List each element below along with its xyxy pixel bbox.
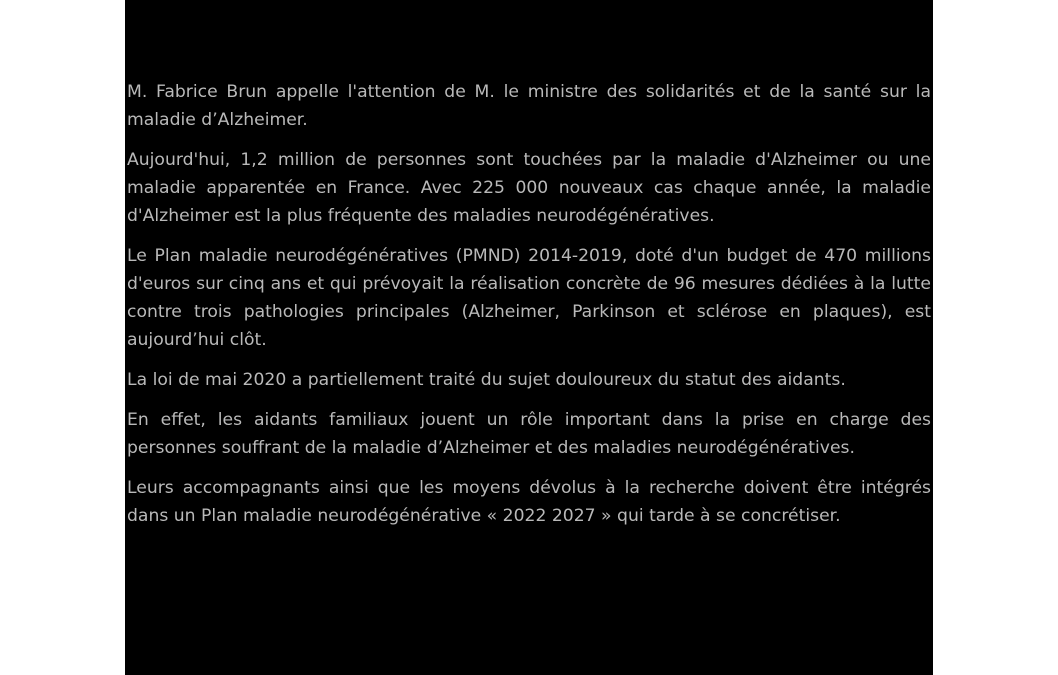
- document-body: [127, 78, 931, 542]
- paragraph-3: Le Plan maladie neurodégénératives (PMND) 2014-2019, doté d'un budget de 470 millions d'euros sur cinq ans et qui prévoyait la réalisation concrète de 96 mesures dédiées à la lutte contre trois pathologies principales (Alzheimer, Parkinson et sclérose en plaques), est aujourd’hui clôt.: [127, 246, 931, 350]
- paragraph-6: Leurs accompagnants ainsi que les moyens dévolus à la recherche doivent être intégrés dans un Plan maladie neurodégénérative « 2022 2027 » qui tarde à se concrétiser.: [127, 478, 931, 526]
- paragraph-5: En effet, les aidants familiaux jouent un rôle important dans la prise en charge des personnes souffrant de la maladie d’Alzheimer et des maladies neurodégénératives.: [127, 410, 931, 458]
- paragraph-2: Aujourd'hui, 1,2 million de personnes sont touchées par la maladie d'Alzheimer ou une maladie apparentée en France. Avec 225 000 nouveaux cas chaque année, la maladie d'Alzheimer est la plus fréquente des maladies neurodégénératives.: [127, 150, 931, 226]
- document-column: [125, 0, 933, 675]
- paragraph-1: M. Fabrice Brun appelle l'attention de M. le ministre des solidarités et de la santé sur la maladie d’Alzheimer.: [127, 82, 931, 130]
- paragraph-4: La loi de mai 2020 a partiellement traité du sujet douloureux du statut des aidants.: [127, 370, 846, 390]
